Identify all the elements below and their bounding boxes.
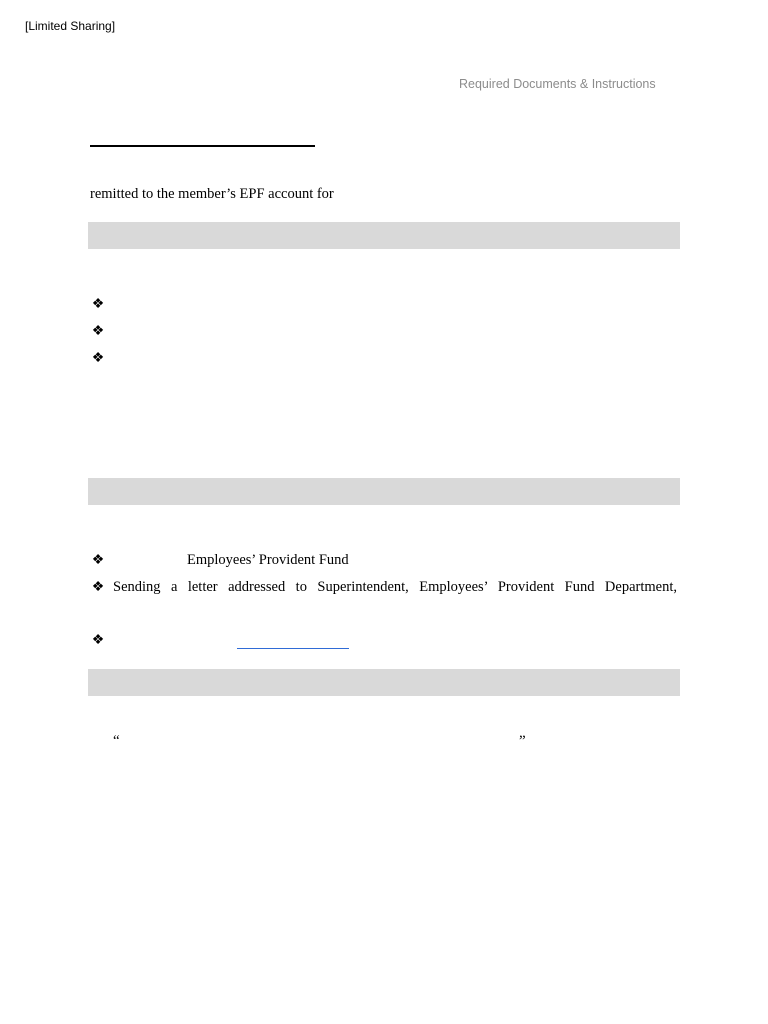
title-underline (90, 145, 315, 147)
section-heading-band-1 (88, 222, 680, 249)
page-header-title: Required Documents & Instructions (459, 77, 656, 91)
list-item-text: Employees’ Provident Fund (187, 552, 349, 568)
bullet-icon: ❖ (91, 580, 105, 595)
bullet-icon: ❖ (91, 553, 105, 568)
section-heading-band-2 (88, 478, 680, 505)
bullet-icon: ❖ (91, 351, 105, 366)
hyperlink-underline[interactable] (237, 648, 349, 649)
section-heading-band-3 (88, 669, 680, 696)
intro-text: remitted to the member’s EPF account for (90, 186, 334, 202)
bullet-icon: ❖ (91, 324, 105, 339)
close-quote: ” (519, 733, 526, 749)
sharing-label: [Limited Sharing] (25, 19, 116, 33)
bullet-icon: ❖ (91, 297, 105, 312)
list-item-text: Sending a letter addressed to Superintendent, Employees’ Provident Fund Department, (113, 579, 677, 595)
open-quote: “ (113, 733, 120, 749)
bullet-icon: ❖ (91, 633, 105, 648)
